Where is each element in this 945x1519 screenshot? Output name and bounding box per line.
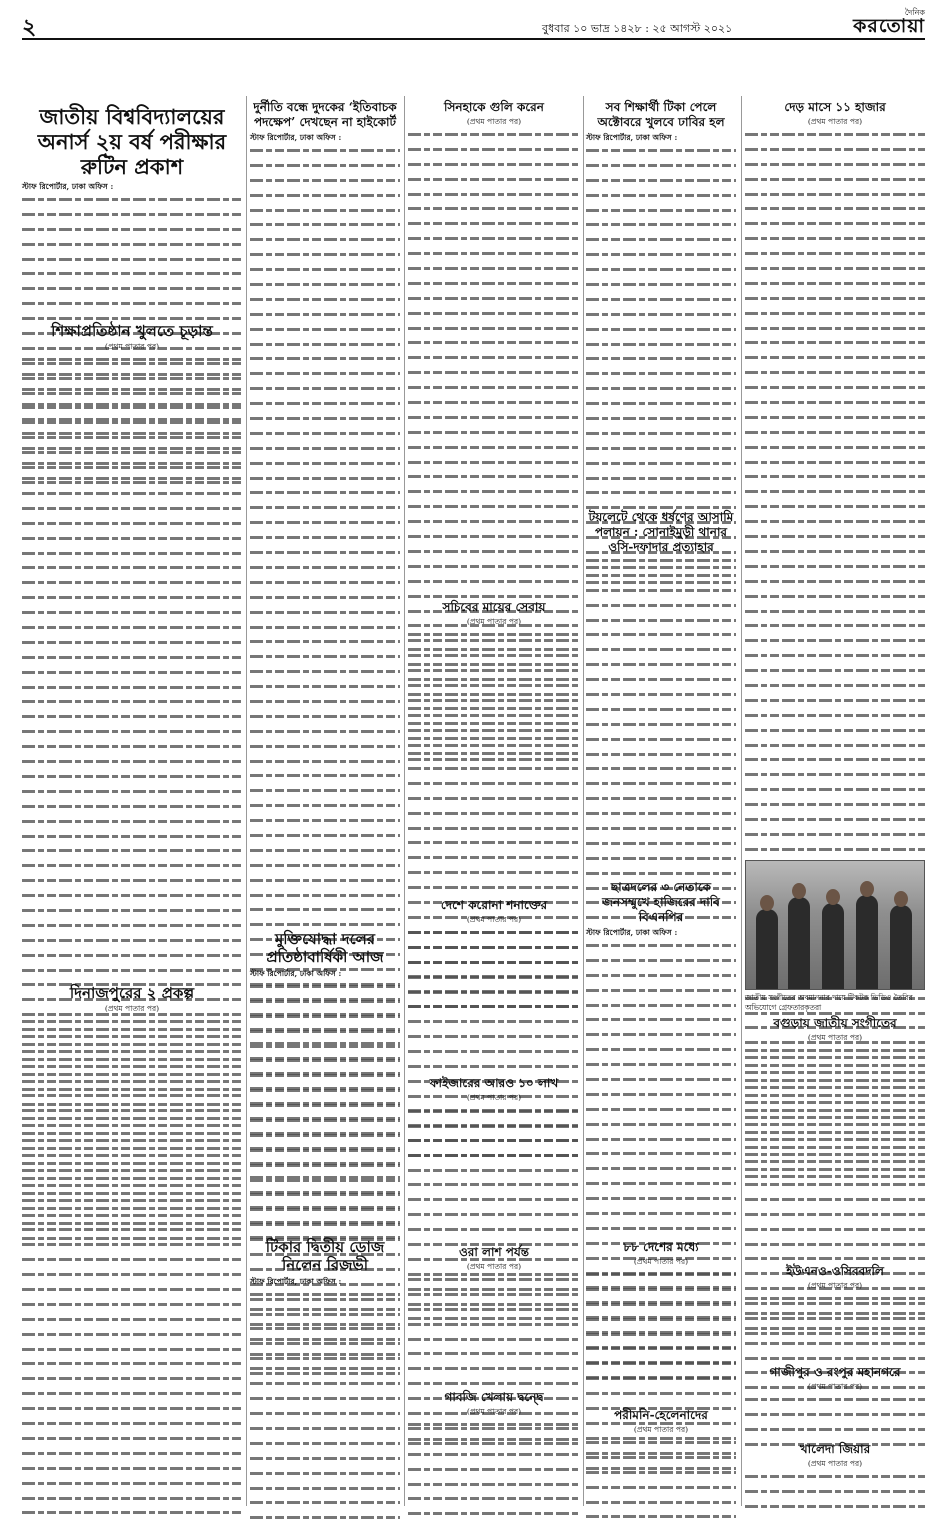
- article-body: [22, 1020, 242, 1519]
- continued-note: (প্রথম পাতার পর): [466, 1262, 522, 1271]
- continued-note: (প্রথম পাতার পর): [466, 915, 522, 924]
- headline: গাজীপুর ও রংপুর মহানগরে: [769, 1365, 901, 1379]
- article-porimoni: [586, 1408, 736, 1519]
- date-line: বুধবার ১০ ভাদ্র ১৪২৮ : ২৫ আগস্ট ২০২১: [542, 22, 733, 35]
- headline: ইউএনও-ওসিরবদলি: [786, 1264, 884, 1278]
- newspaper-logo: [815, 8, 925, 36]
- continued-note: (প্রথম পাতার পর): [104, 342, 160, 351]
- column-divider: [404, 96, 405, 1506]
- continued-note: (প্রথম পাতার পর): [807, 1281, 863, 1290]
- article-gazipur: [745, 1365, 925, 1454]
- column-divider: [741, 96, 742, 1506]
- continued-note: (প্রথম পাতার পর): [466, 1407, 522, 1416]
- column-divider: [246, 96, 247, 1506]
- headline: মুক্তিযোদ্ধা দলের প্রতিষ্ঠাবার্ষিকী আজ: [266, 930, 384, 966]
- article-dinajpur: [22, 984, 242, 1519]
- article-gabaji: [408, 1390, 580, 1519]
- masthead-title: করতোয়া: [853, 15, 925, 37]
- byline: স্টাফ রিপোর্টার, ঢাকা অফিস :: [586, 928, 678, 937]
- page-number: ২: [22, 14, 37, 40]
- article-khaleda: [745, 1442, 925, 1519]
- article-body: [408, 1423, 580, 1519]
- continued-note: (প্রথম পাতার পর): [807, 1459, 863, 1468]
- headline: টয়লেটে থেকে ধর্ষণের আসামি পলায়ন : সোনাইমুড়ী থানার ওসি-দফাদার প্রত্যাহার: [588, 510, 734, 554]
- headline: ৮৮ দেশের মধ্যে: [623, 1240, 699, 1254]
- byline: স্টাফ রিপোর্টার, ঢাকা অফিস :: [586, 133, 678, 142]
- continued-note: (প্রথম পাতার পর): [633, 1425, 689, 1434]
- byline: স্টাফ রিপোর্টার, ঢাকা অফিস :: [22, 182, 114, 191]
- headline: ওরা লাশ পর্যন্ত: [458, 1245, 530, 1259]
- article-body: [586, 1441, 736, 1519]
- headline: বগুড়ায় জাতীয় সংগীতের: [773, 1016, 897, 1030]
- headline: ছাত্রদলের ৩ নেতাকে জনসম্মুখে হাজিরের দাবি বিএনপির: [602, 880, 720, 924]
- headline: জাতীয় বিশ্ববিদ্যালয়ের অনার্স ২য় বর্ষ পরীক্ষার রুটিন প্রকাশ: [37, 104, 227, 179]
- article-rape-accused: [586, 510, 736, 927]
- headline: সিনহাকে গুলি করেন: [444, 100, 544, 114]
- article-rizvi: [250, 1238, 400, 1519]
- continued-note: (প্রথম পাতার পর): [807, 1033, 863, 1042]
- headline: দেড় মাসে ১১ হাজার: [784, 100, 886, 114]
- masthead-prefix: দৈনিক: [904, 8, 925, 17]
- headline: শিক্ষাপ্রতিষ্ঠান খুলতে চূড়ান্ত: [51, 322, 213, 340]
- continued-note: (প্রথম পাতার পর): [466, 1093, 522, 1102]
- column-divider: [583, 96, 584, 1506]
- headline: গাবজি খেলায় দ্বন্দ্বে: [444, 1390, 544, 1404]
- continued-note: (প্রথম পাতার পর): [466, 617, 522, 626]
- headline: খালেদা জিয়ার: [799, 1442, 871, 1456]
- article-body: [586, 559, 736, 927]
- byline: স্টাফ রিপোর্টার, ঢাকা অফিস :: [250, 133, 342, 142]
- continued-note: (প্রথম পাতার পর): [633, 1257, 689, 1266]
- byline: স্টাফ রিপোর্টার, ঢাকা অফিস :: [250, 1277, 342, 1286]
- headline: টিকার দ্বিতীয় ডোজ নিলেন রিজভী: [265, 1238, 385, 1274]
- page-header: [22, 6, 925, 40]
- headline: দুর্নীতি বন্ধে দুদকের ‘ইতিবাচক পদক্ষেপ’ দেখছেন না হাইকোর্ট: [253, 100, 397, 129]
- continued-note: (প্রথম পাতার পর): [807, 117, 863, 126]
- byline: স্টাফ রিপোর্টার, ঢাকা অফিস :: [250, 969, 342, 978]
- headline: সব শিক্ষার্থী টিকা পেলে অক্টোবরে খুলবে ঢাবির হল: [597, 100, 725, 129]
- headline: পরীমনি-হেলেনাদের: [614, 1408, 708, 1422]
- continued-note: (প্রথম পাতার পর): [104, 1004, 160, 1013]
- headline: সচিবের মায়ের সেবায়: [442, 600, 546, 614]
- article-body: [745, 1475, 925, 1519]
- headline: দেশে করোনা শনাক্তের: [440, 898, 548, 912]
- headline: দিনাজপুরের ২ প্রকল্প: [69, 984, 195, 1002]
- continued-note: (প্রথম পাতার পর): [807, 1382, 863, 1391]
- article-body: [250, 1293, 400, 1519]
- news-photo: [745, 860, 925, 990]
- photo-caption: জাতীয় সংগীতের অবমাননার দায়ে টিকটক ভিডিও তৈরির অভিযোগে গ্রেফতারকৃতরা: [745, 993, 913, 1012]
- continued-note: (প্রথম পাতার পর): [466, 117, 522, 126]
- headline: ফাইজারের আরও ১০ লাখ: [429, 1076, 559, 1090]
